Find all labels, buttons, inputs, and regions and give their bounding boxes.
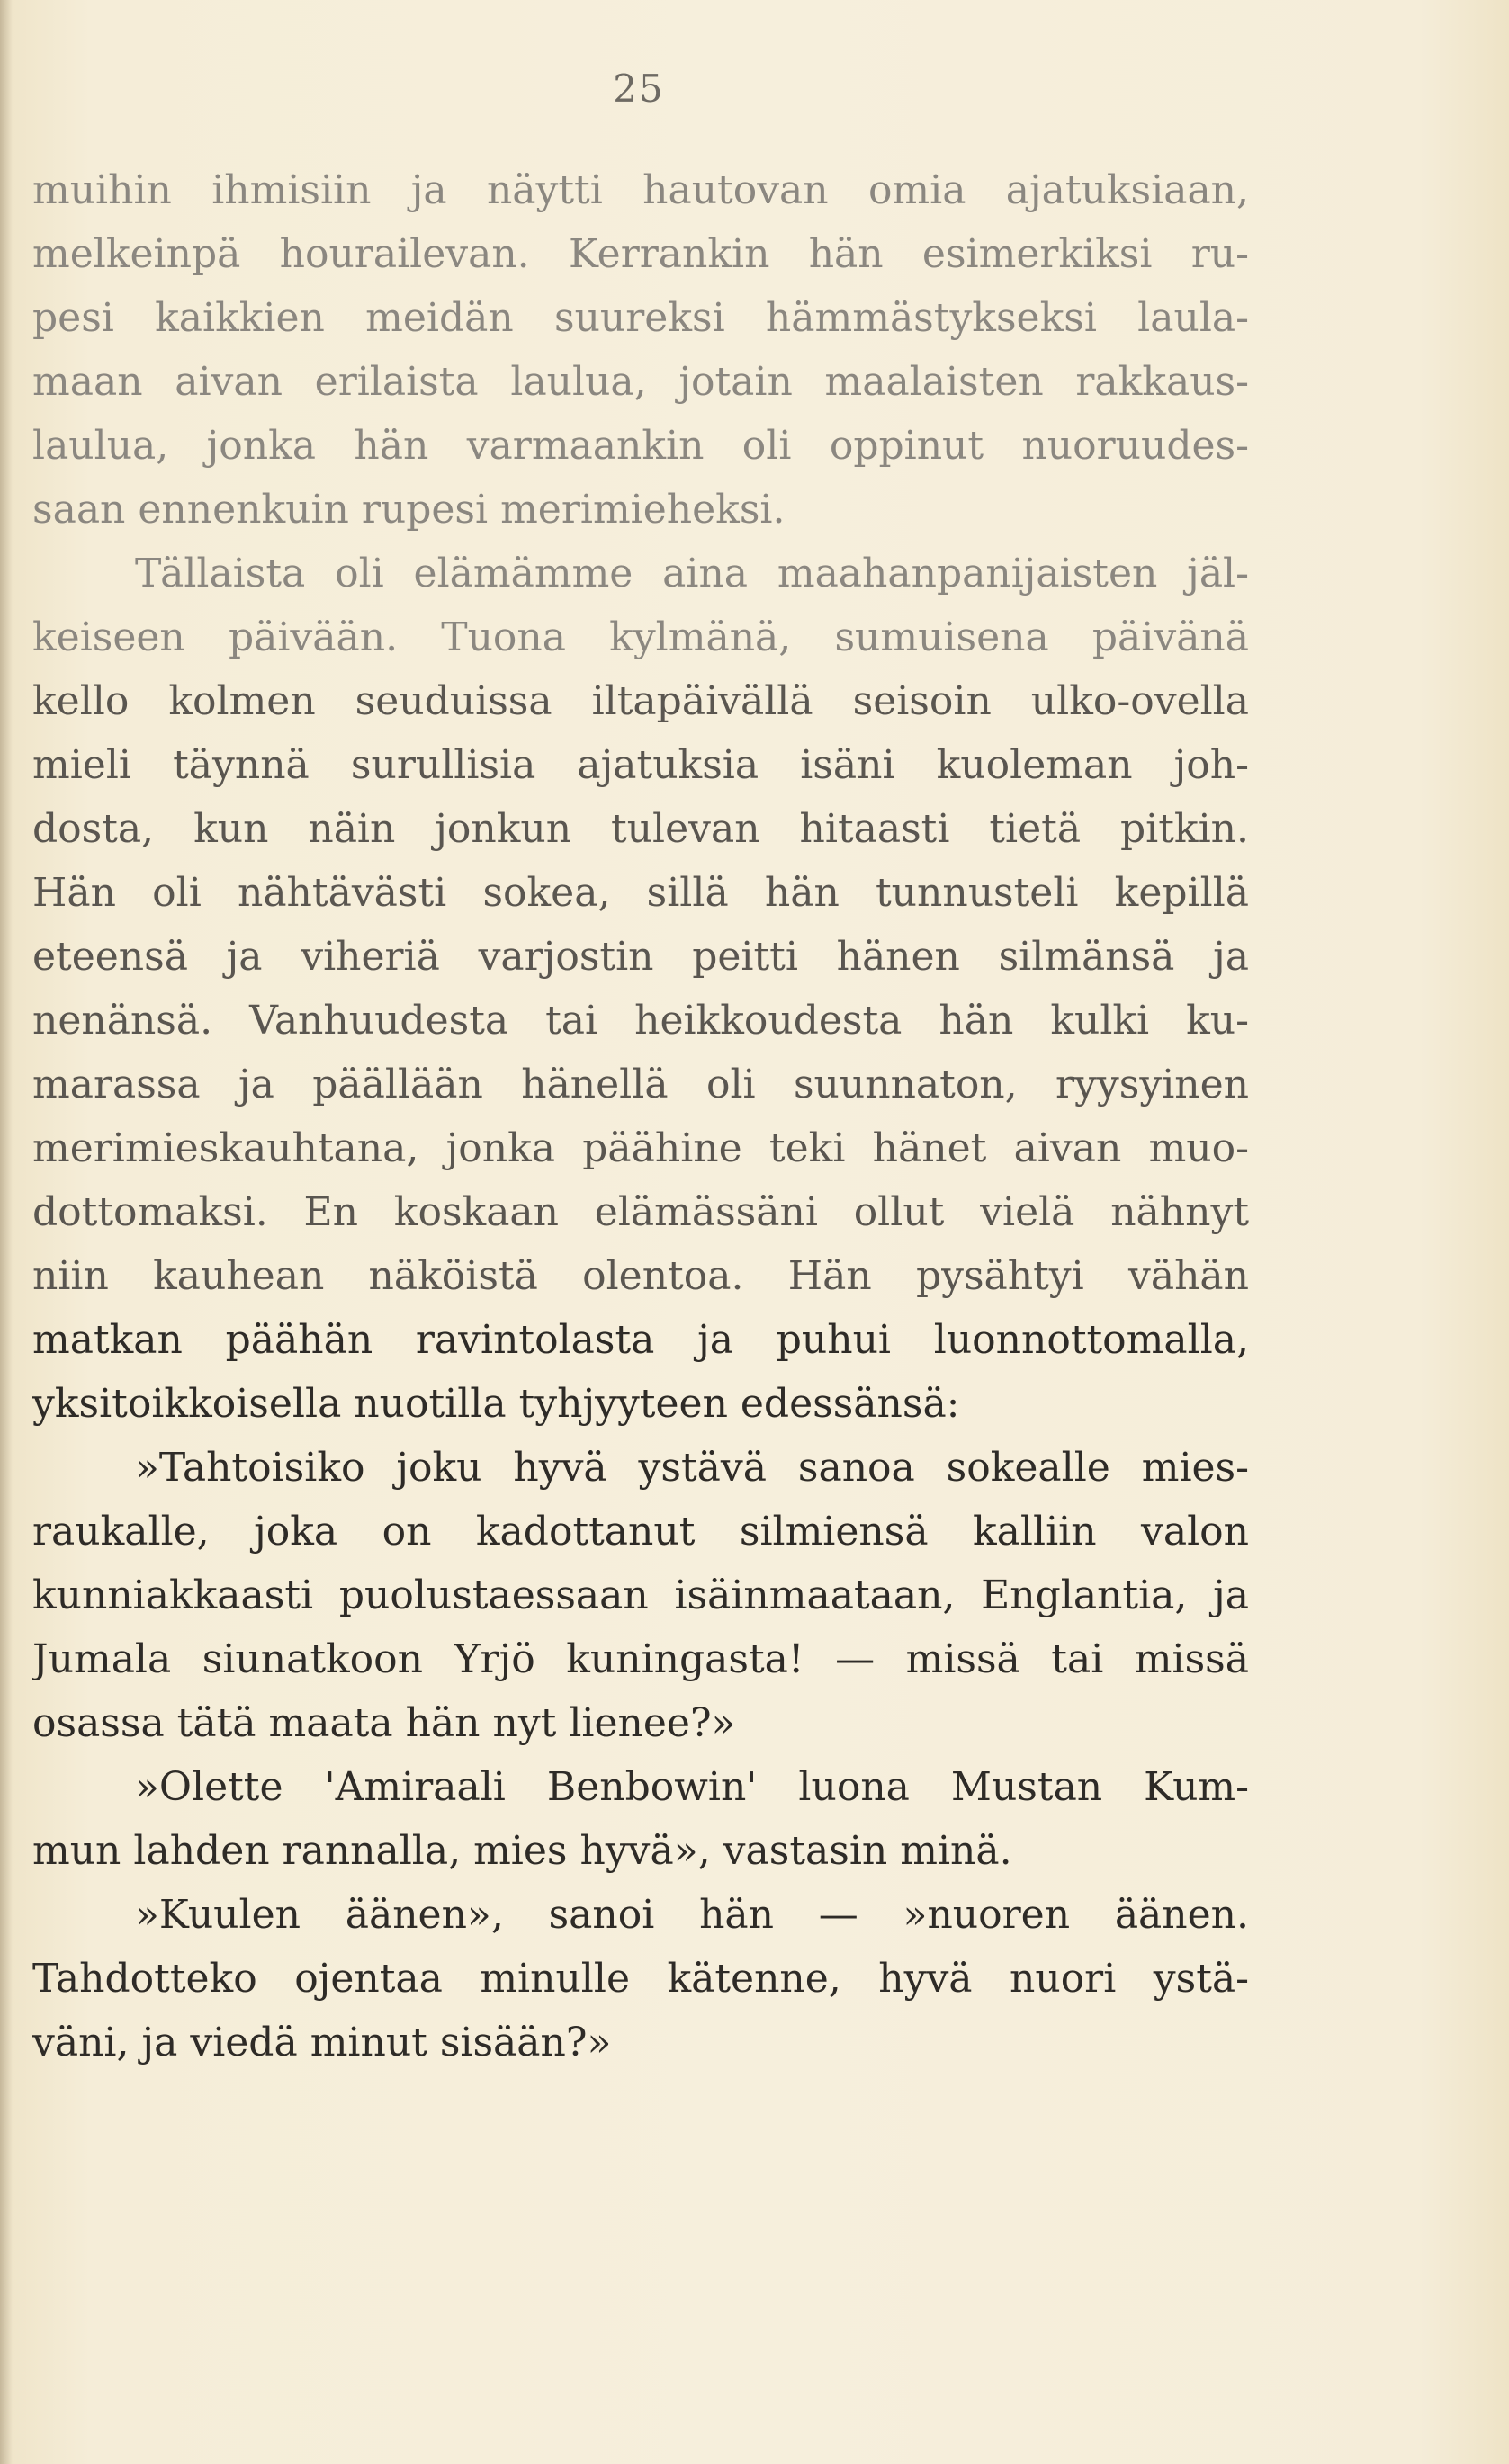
text-line: keiseen päivään. Tuona kylmänä, sumuisena päivänä xyxy=(32,614,1249,660)
text-line: melkeinpä hourailevan. Kerrankin hän esimerkiksi ru- xyxy=(32,231,1249,277)
text-line: eteensä ja viheriä varjostin peitti hänen silmänsä ja xyxy=(32,934,1249,980)
text-line: Hän oli nähtävästi sokea, sillä hän tunnusteli kepillä xyxy=(32,870,1249,916)
text-line: Tahdotteko ojentaa minulle kätenne, hyvä nuori ystä- xyxy=(32,1956,1249,2002)
text-line: raukalle, joka on kadottanut silmiensä kalliin valon xyxy=(32,1509,1249,1555)
text-line: yksitoikkoisella nuotilla tyhjyyteen edessänsä: xyxy=(32,1381,960,1427)
text-line: mieli täynnä surullisia ajatuksia isäni kuoleman joh- xyxy=(32,742,1249,788)
text-line: merimieskauhtana, jonka päähine teki hänet aivan muo- xyxy=(32,1125,1249,1171)
text-line: nenänsä. Vanhuudesta tai heikkoudesta hän kulki ku- xyxy=(32,998,1249,1044)
text-line: maan aivan erilaista laulua, jotain maalaisten rakkaus- xyxy=(32,359,1249,405)
text-line: muihin ihmisiin ja näytti hautovan omia ajatuksiaan, xyxy=(32,167,1249,213)
text-line: pesi kaikkien meidän suureksi hämmästykseksi laula- xyxy=(32,295,1249,341)
text-line: »Olette 'Amiraali Benbowin' luona Mustan Kum- xyxy=(135,1764,1249,1810)
text-line: marassa ja päällään hänellä oli suunnaton, ryysyinen xyxy=(32,1062,1249,1107)
text-line: »Tahtoisiko joku hyvä ystävä sanoa sokealle mies- xyxy=(135,1445,1249,1491)
text-line: mun lahden rannalla, mies hyvä», vastasin minä. xyxy=(32,1828,1012,1874)
text-line: matkan päähän ravintolasta ja puhui luonnottomalla, xyxy=(32,1317,1249,1363)
body-text xyxy=(32,158,1249,2074)
text-line: dosta, kun näin jonkun tulevan hitaasti tietä pitkin. xyxy=(32,806,1249,852)
text-line: dottomaksi. En koskaan elämässäni ollut vielä nähnyt xyxy=(32,1189,1249,1235)
text-line: osassa tätä maata hän nyt lienee?» xyxy=(32,1700,736,1746)
text-line: kunniakkaasti puolustaessaan isäinmaataan, Englantia, ja xyxy=(32,1572,1249,1618)
text-line: väni, ja viedä minut sisään?» xyxy=(32,2020,612,2065)
page-number: 25 xyxy=(613,67,665,111)
text-line: kello kolmen seuduissa iltapäivällä seisoin ulko-ovella xyxy=(32,678,1249,724)
text-line: saan ennenkuin rupesi merimieheksi. xyxy=(32,487,786,533)
page-gutter-shadow xyxy=(0,0,13,2464)
text-line: niin kauhean näköistä olentoa. Hän pysähtyi vähän xyxy=(32,1253,1249,1299)
text-line: Tällaista oli elämämme aina maahanpanijaisten jäl- xyxy=(135,551,1249,596)
text-line: Jumala siunatkoon Yrjö kuningasta! — missä tai missä xyxy=(32,1636,1249,1682)
text-line: laulua, jonka hän varmaankin oli oppinut nuoruudes- xyxy=(32,423,1249,469)
text-line: »Kuulen äänen», sanoi hän — »nuoren äänen. xyxy=(135,1892,1249,1938)
